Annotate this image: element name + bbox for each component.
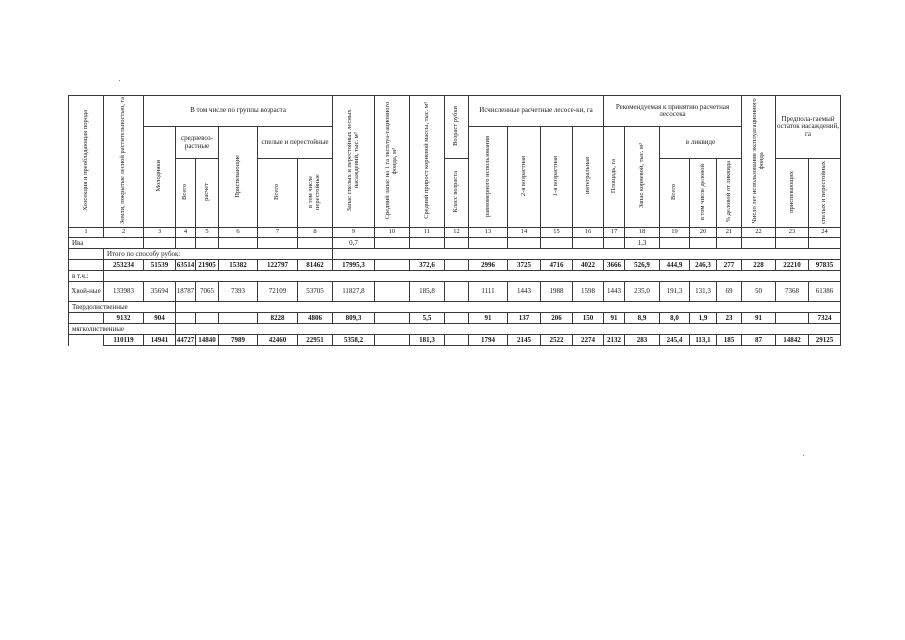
table-cell: 14840 — [196, 335, 219, 346]
header-total: Всего — [176, 159, 196, 228]
row-hvoynye — [69, 282, 841, 302]
column-number: 3 — [144, 228, 176, 238]
header-stock: Запас спелых и перестойных лесных насаждений, тыс. м³ — [333, 96, 375, 228]
column-number: 13 — [469, 228, 508, 238]
table-cell: 181,3 — [409, 335, 444, 346]
table-cell: 137 — [508, 313, 541, 324]
table-cell: 4716 — [541, 260, 573, 271]
column-number: 14 — [508, 228, 541, 238]
header-forest-land: Земли, покрытые лесной растительностью, га — [104, 96, 144, 228]
table-cell: 22951 — [298, 335, 333, 346]
table-cell: 5,5 — [409, 313, 444, 324]
table-cell: 444,9 — [660, 260, 690, 271]
row-label: мягколиственные — [69, 324, 176, 335]
table-cell: 14842 — [776, 335, 809, 346]
table-cell: 29125 — [809, 335, 841, 346]
column-number: 19 — [660, 228, 690, 238]
column-number: 17 — [604, 228, 625, 238]
table-cell: 8,9 — [625, 313, 660, 324]
table-cell: 9132 — [104, 313, 144, 324]
table-cell: 1794 — [469, 335, 508, 346]
table-cell: 91 — [742, 313, 776, 324]
row-itogo-label — [69, 249, 841, 260]
column-number-row — [69, 228, 841, 238]
table-cell: 191,3 — [660, 282, 690, 302]
row-myagko-label — [69, 324, 841, 335]
header-age1: 1-я возрастная — [541, 127, 573, 228]
table-cell: 904 — [144, 313, 176, 324]
row-label: в т.ч.: — [69, 271, 104, 282]
row-label: Хвой-ные — [69, 282, 104, 302]
header-avg-stock: Средний запас на 1 га эксплуа-тационного фонда, м³ — [374, 96, 409, 228]
row-label: Твердолиственные — [69, 302, 176, 313]
table-cell: 7324 — [809, 313, 841, 324]
table-cell: 5358,2 — [333, 335, 375, 346]
column-number: 16 — [573, 228, 604, 238]
column-number: 15 — [541, 228, 573, 238]
table-cell: 69 — [717, 282, 742, 302]
table-cell: 185,8 — [409, 282, 444, 302]
table-cell — [374, 335, 409, 346]
table-cell: 97835 — [809, 260, 841, 271]
cell-stock: 0,7 — [333, 238, 375, 249]
table-cell: 72109 — [258, 282, 298, 302]
header-total2: Всего — [258, 159, 298, 228]
column-number: 7 — [258, 228, 298, 238]
table-cell: 81462 — [298, 260, 333, 271]
header-age-groups: В том числе по группы возраста — [144, 96, 333, 127]
column-number: 18 — [625, 228, 660, 238]
table-cell: 53705 — [298, 282, 333, 302]
table-cell: 2132 — [604, 335, 625, 346]
table-cell: 150 — [573, 313, 604, 324]
table-cell — [374, 282, 409, 302]
header-years: Число лет использования эксплуатационного фонда — [742, 96, 776, 228]
column-number: 6 — [219, 228, 258, 238]
column-number: 22 — [742, 228, 776, 238]
table-cell: 1598 — [573, 282, 604, 302]
table-cell: 372,6 — [409, 260, 444, 271]
table-cell: 63514 — [176, 260, 196, 271]
table-cell: 206 — [541, 313, 573, 324]
table-cell: 4806 — [298, 313, 333, 324]
column-number: 24 — [809, 228, 841, 238]
table-cell: 11827,8 — [333, 282, 375, 302]
scan-speck — [119, 80, 120, 81]
table-cell: 7368 — [776, 282, 809, 302]
column-number: 9 — [333, 228, 375, 238]
table-cell: 2145 — [508, 335, 541, 346]
header-root-stock: Запас корневой, тыс. м³ — [625, 127, 660, 228]
table-cell: 22210 — [776, 260, 809, 271]
table-cell: 113,1 — [690, 335, 717, 346]
header-total3: Всего — [660, 159, 690, 228]
table-cell: 61386 — [809, 282, 841, 302]
header-age2: 2-я возрастная — [508, 127, 541, 228]
table-cell: 91 — [469, 313, 508, 324]
header-mature: спелые и перестойные — [258, 127, 333, 159]
header-age-class: Класс возраста — [445, 159, 469, 228]
table-cell: 253234 — [104, 260, 144, 271]
column-number: 12 — [445, 228, 469, 238]
header-young: Молодняки — [144, 127, 176, 228]
table-cell: 17995,3 — [333, 260, 375, 271]
header-species: Хозсекция и преобладающая порода — [69, 96, 104, 228]
table-cell: 1,9 — [690, 313, 717, 324]
table-cell: 15382 — [219, 260, 258, 271]
row-iva — [69, 238, 841, 249]
table-cell: 2274 — [573, 335, 604, 346]
table-cell: 7393 — [219, 282, 258, 302]
table-cell: 50 — [742, 282, 776, 302]
table-cell: 110119 — [104, 335, 144, 346]
table-cell — [776, 313, 809, 324]
table-cell: 131,3 — [690, 282, 717, 302]
table-cell: 8228 — [258, 313, 298, 324]
column-number: 8 — [298, 228, 333, 238]
header-ripening2: приспевающих — [776, 159, 809, 228]
header-expected: Предпола-гаемый остаток насаждений, га — [776, 96, 841, 159]
header-integral: интегральная — [573, 127, 604, 228]
row-label: Итого по способу рубок: — [104, 249, 333, 260]
row-itogo — [69, 260, 841, 271]
row-tverdo-label — [69, 302, 841, 313]
table-cell: 122797 — [258, 260, 298, 271]
forest-cutting-table — [68, 95, 841, 346]
column-number: 1 — [69, 228, 104, 238]
table-cell: 133983 — [104, 282, 144, 302]
table-cell: 228 — [742, 260, 776, 271]
table-cell: 2996 — [469, 260, 508, 271]
table-cell — [219, 313, 258, 324]
column-number: 5 — [196, 228, 219, 238]
header-calc-cuts: Исчисленные расчетные лесосе-ки, га — [469, 96, 604, 127]
table-cell — [196, 313, 219, 324]
column-number: 20 — [690, 228, 717, 238]
table-cell: 185 — [717, 335, 742, 346]
table-cell: 1111 — [469, 282, 508, 302]
header-uniform: равномерного использования — [469, 127, 508, 228]
column-number: 23 — [776, 228, 809, 238]
table-cell: 87 — [742, 335, 776, 346]
header-area: Площадь, га — [604, 127, 625, 228]
table-cell: 7989 — [219, 335, 258, 346]
table-cell: 283 — [625, 335, 660, 346]
table-cell: 3666 — [604, 260, 625, 271]
table-cell: 809,3 — [333, 313, 375, 324]
table-cell: 42460 — [258, 335, 298, 346]
cell-root-stock: 1,3 — [625, 238, 660, 249]
table-cell: 21905 — [196, 260, 219, 271]
table-cell: 8,0 — [660, 313, 690, 324]
header-ripening: Приспевающие — [219, 127, 258, 228]
table-cell: 246,3 — [690, 260, 717, 271]
column-number: 4 — [176, 228, 196, 238]
header-middle-aged: средневоз-растные — [176, 127, 219, 159]
table-cell: 235,0 — [625, 282, 660, 302]
table-cell — [176, 313, 196, 324]
scan-speck — [803, 455, 804, 456]
header-avg-growth: Средний прирост корневой массы, тыс. м³ — [409, 96, 444, 228]
header-pct-business: % деловой от ликвида — [717, 159, 742, 228]
table-cell: 3725 — [508, 260, 541, 271]
table-cell — [374, 313, 409, 324]
table-cell: 7065 — [196, 282, 219, 302]
table-cell: 1443 — [604, 282, 625, 302]
table-cell: 35694 — [144, 282, 176, 302]
table-cell — [374, 260, 409, 271]
table-cell: 4022 — [573, 260, 604, 271]
table-cell: 91 — [604, 313, 625, 324]
header-liquid: в ликвиде — [660, 127, 742, 159]
header-cutting-age: Возраст рубки — [445, 96, 469, 159]
column-number: 10 — [374, 228, 409, 238]
header-mature2: спелых и перестойных — [809, 159, 841, 228]
row-myagko — [69, 335, 841, 346]
table-cell: 277 — [717, 260, 742, 271]
table-cell: 1988 — [541, 282, 573, 302]
table-cell: 44727 — [176, 335, 196, 346]
column-number: 11 — [409, 228, 444, 238]
table-cell: 245,4 — [660, 335, 690, 346]
table-cell: 51539 — [144, 260, 176, 271]
header-recommended: Рекомендуемая к принятию расчетная лесосека — [604, 96, 742, 127]
header-overmature: в том числе перестойные — [298, 159, 333, 228]
header-business: в том числе деловой — [690, 159, 717, 228]
row-label: Ива — [69, 238, 144, 249]
table-cell: 526,9 — [625, 260, 660, 271]
header-reserve: расчет — [196, 159, 219, 228]
table-cell — [445, 313, 469, 324]
table-cell — [445, 335, 469, 346]
table-cell: 18787 — [176, 282, 196, 302]
table-cell — [445, 282, 469, 302]
column-number: 2 — [104, 228, 144, 238]
table-cell: 2522 — [541, 335, 573, 346]
column-number: 21 — [717, 228, 742, 238]
row-vtch — [69, 271, 841, 282]
row-tverdo — [69, 313, 841, 324]
table-cell: 1443 — [508, 282, 541, 302]
table-cell — [445, 260, 469, 271]
table-cell: 23 — [717, 313, 742, 324]
table-cell: 14941 — [144, 335, 176, 346]
